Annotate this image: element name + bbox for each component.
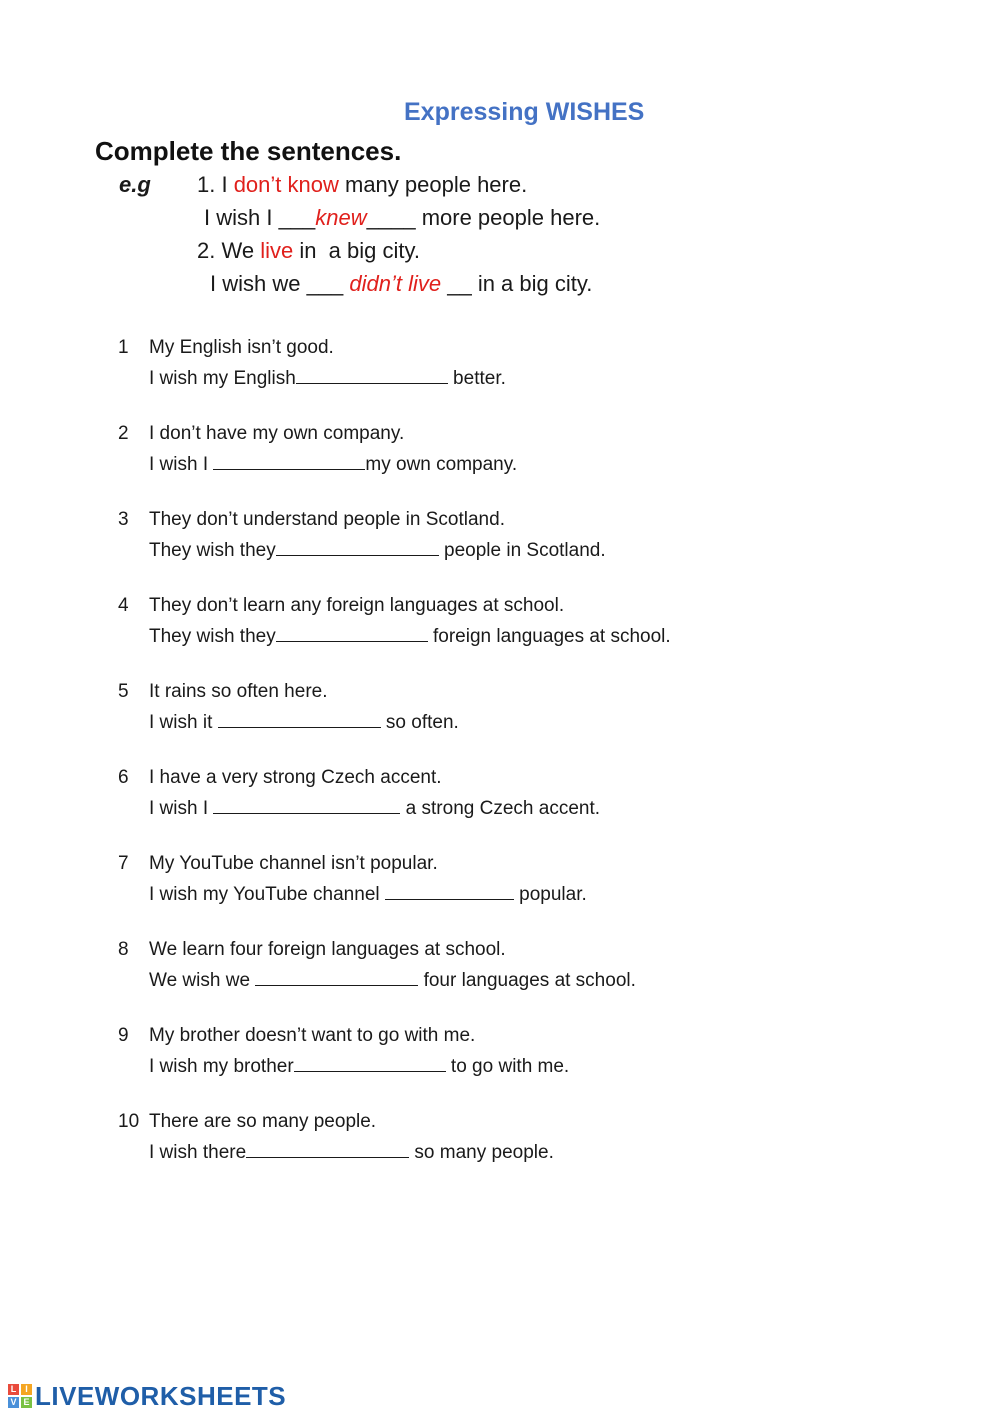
example-1-highlight: don’t know — [233, 172, 339, 197]
item-wish-line: I wish my YouTube channel popular. — [149, 884, 587, 905]
logo-block: I — [21, 1384, 32, 1395]
item-sentence: There are so many people. — [149, 1111, 377, 1132]
item-sentence: My English isn’t good. — [149, 337, 334, 358]
example-2-answer: didn’t live — [349, 271, 442, 296]
item-number: 2 — [118, 423, 129, 444]
answer-blank[interactable] — [255, 968, 418, 986]
answer-blank[interactable] — [296, 366, 448, 384]
item-number: 4 — [118, 595, 129, 616]
logo-blocks-icon — [8, 1384, 32, 1408]
logo-block: E — [21, 1397, 32, 1408]
answer-blank[interactable] — [385, 882, 514, 900]
item-wish-line: I wish my English better. — [149, 368, 506, 389]
answer-blank[interactable] — [213, 452, 365, 470]
example-2-highlight: live — [260, 238, 294, 263]
answer-blank[interactable] — [218, 710, 381, 728]
item-number: 5 — [118, 681, 129, 702]
instruction-heading: Complete the sentences. — [95, 136, 402, 166]
example-1-wish: I wish I ___knew____ more people here. — [204, 205, 601, 230]
answer-blank[interactable] — [276, 624, 428, 642]
item-wish-line: They wish they people in Scotland. — [149, 540, 606, 561]
page-title: Expressing WISHES — [404, 98, 645, 126]
item-sentence: They don’t learn any foreign languages at school. — [149, 595, 565, 616]
item-wish-line: I wish it so often. — [149, 712, 459, 733]
item-sentence: My YouTube channel isn’t popular. — [149, 853, 438, 874]
logo-block: L — [8, 1384, 19, 1395]
item-wish-line: They wish they foreign languages at school. — [149, 626, 671, 647]
item-number: 7 — [118, 853, 129, 874]
item-sentence: My brother doesn’t want to go with me. — [149, 1025, 476, 1046]
item-number: 8 — [118, 939, 129, 960]
item-number: 3 — [118, 509, 129, 530]
example-label: e.g — [119, 172, 151, 197]
item-number: 1 — [118, 337, 129, 358]
item-wish-line: We wish we four languages at school. — [149, 970, 636, 991]
item-number: 6 — [118, 767, 129, 788]
item-sentence: We learn four foreign languages at school. — [149, 939, 506, 960]
item-wish-line: I wish I my own company. — [149, 454, 518, 475]
answer-blank[interactable] — [276, 538, 439, 556]
example-1-answer: knew — [315, 205, 367, 230]
answer-blank[interactable] — [213, 796, 400, 814]
item-wish-line: I wish there so many people. — [149, 1142, 554, 1163]
example-2-wish: I wish we ___ didn’t live __ in a big city. — [210, 271, 593, 296]
logo-text: LIVEWORKSHEETS — [35, 1380, 287, 1411]
answer-blank[interactable] — [294, 1054, 446, 1072]
item-wish-line: I wish my brother to go with me. — [149, 1056, 570, 1077]
answer-blank[interactable] — [246, 1140, 409, 1158]
item-sentence: I don’t have my own company. — [149, 423, 405, 444]
example-2-sentence: 2. We live in a big city. — [197, 238, 420, 263]
logo-block: V — [8, 1397, 19, 1408]
example-1-sentence: 1. I don’t know many people here. — [197, 172, 528, 197]
item-number: 9 — [118, 1025, 129, 1046]
item-sentence: I have a very strong Czech accent. — [149, 767, 442, 788]
item-sentence: It rains so often here. — [149, 681, 328, 702]
item-number: 10 — [118, 1111, 140, 1132]
liveworksheets-logo[interactable] — [8, 1381, 286, 1411]
item-sentence: They don’t understand people in Scotland. — [149, 509, 505, 530]
item-wish-line: I wish I a strong Czech accent. — [149, 798, 601, 819]
